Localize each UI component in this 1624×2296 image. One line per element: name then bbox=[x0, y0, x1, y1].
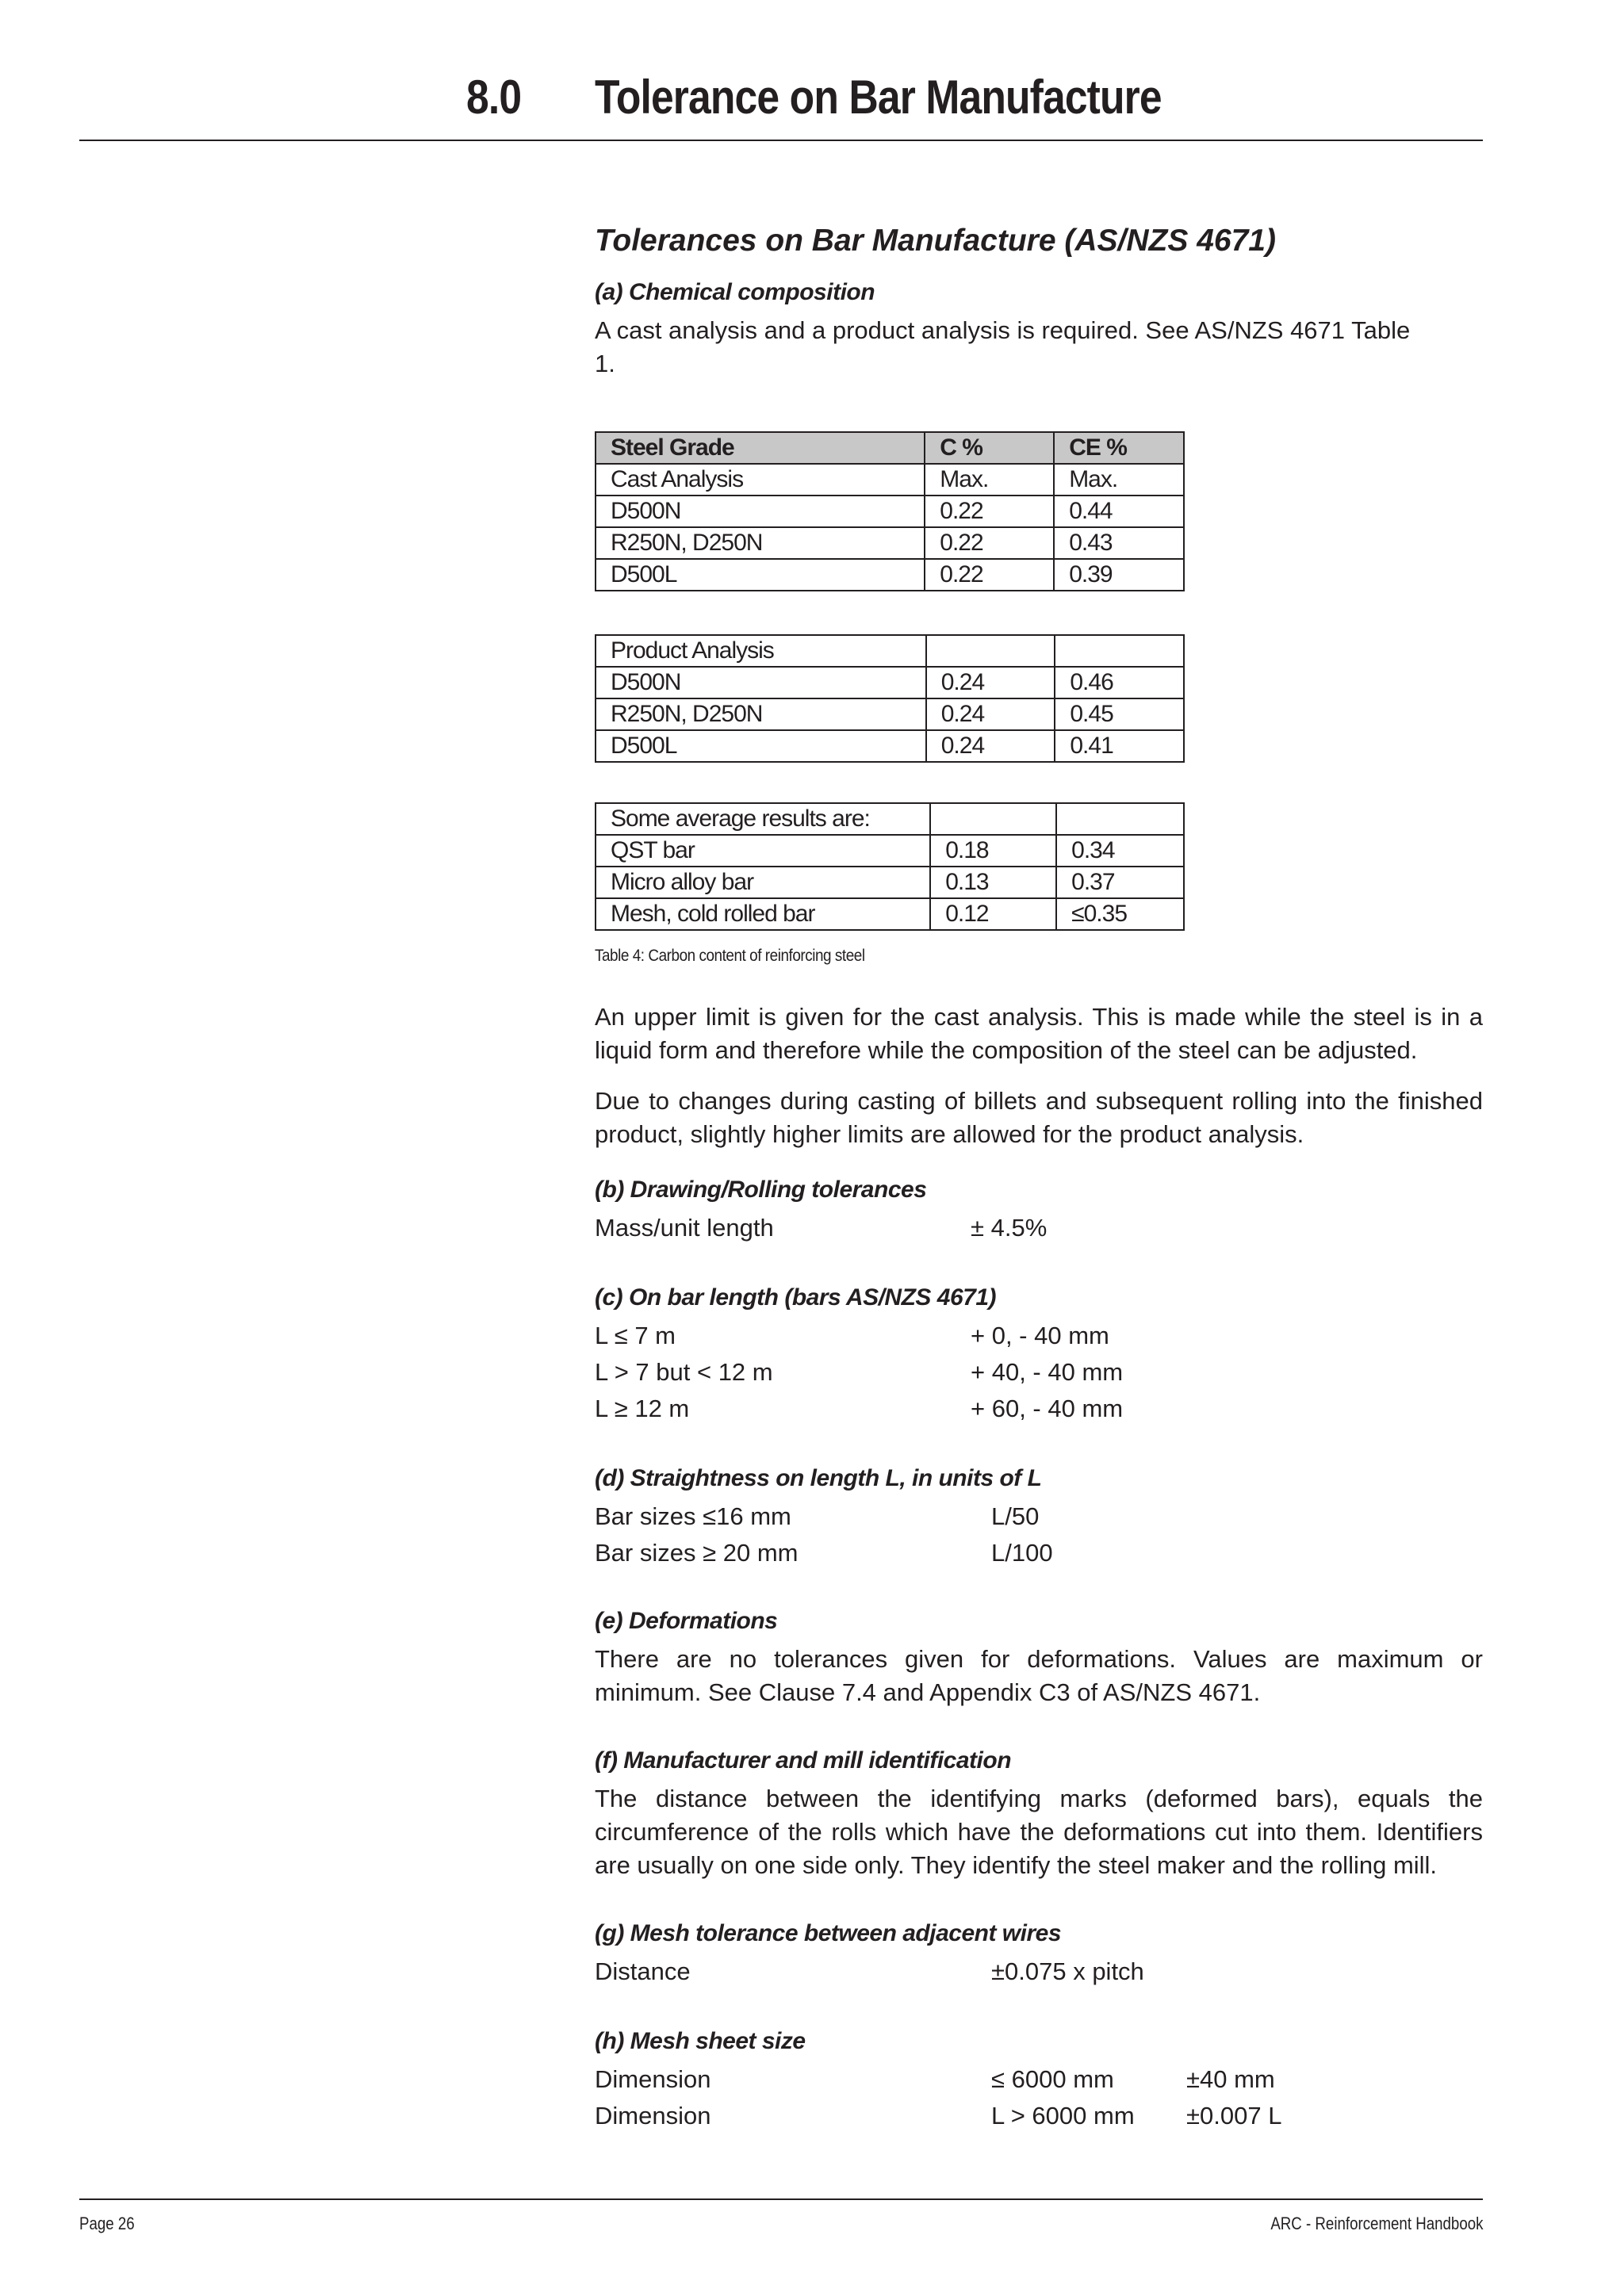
tolerance-label: Bar sizes ≤16 mm bbox=[595, 1502, 791, 1530]
table-cell: 0.22 bbox=[925, 496, 1054, 527]
product-analysis-table-wrap bbox=[595, 634, 1185, 763]
table-row bbox=[596, 898, 1184, 930]
table-cell: Mesh, cold rolled bar bbox=[596, 898, 930, 930]
section-c-heading: (c) On bar length (bars AS/NZS 4671) bbox=[595, 1284, 996, 1311]
table-cell: Max. bbox=[1054, 464, 1184, 496]
page-number: Page 26 bbox=[79, 2214, 135, 2233]
table-row bbox=[596, 698, 1184, 730]
table-header-cell: CE % bbox=[1054, 432, 1184, 464]
page-header bbox=[79, 70, 1481, 125]
table-cell bbox=[930, 803, 1056, 835]
table-cell: 0.12 bbox=[930, 898, 1056, 930]
section-b-heading: (b) Drawing/Rolling tolerances bbox=[595, 1177, 927, 1203]
cast-analysis-table bbox=[595, 431, 1185, 591]
tolerance-label: L ≥ 12 m bbox=[595, 1395, 690, 1422]
table-cell: Some average results are: bbox=[596, 803, 930, 835]
table-cell bbox=[926, 635, 1055, 667]
table-cell: 0.24 bbox=[926, 667, 1055, 698]
table-header-row bbox=[596, 432, 1184, 464]
table-cell: D500N bbox=[596, 667, 926, 698]
tolerance-label: L > 7 but < 12 m bbox=[595, 1358, 773, 1386]
table-cell: 0.22 bbox=[925, 527, 1054, 559]
table-row bbox=[596, 835, 1184, 867]
tolerance-value: + 40, - 40 mm bbox=[971, 1358, 1124, 1386]
paragraph-cast-limit: An upper limit is given for the cast analysis. This is made while the steel is in a liquid form and therefore while the composition of the steel can be adjusted. bbox=[595, 1003, 1483, 1064]
table-row bbox=[596, 867, 1184, 898]
tolerance-label: Mass/unit length bbox=[595, 1214, 774, 1242]
table-cell: Micro alloy bar bbox=[596, 867, 930, 898]
tolerance-value: L/100 bbox=[991, 1539, 1053, 1567]
main-heading: Tolerances on Bar Manufacture (AS/NZS 4671) bbox=[595, 224, 1276, 258]
average-results-table-wrap bbox=[595, 802, 1185, 931]
tolerance-value: ±0.075 x pitch bbox=[991, 1957, 1144, 1985]
table-row bbox=[596, 667, 1184, 698]
tolerance-label: Dimension bbox=[595, 2102, 711, 2130]
table-cell: R250N, D250N bbox=[596, 698, 926, 730]
table-cell: Max. bbox=[925, 464, 1054, 496]
tolerance-value: + 60, - 40 mm bbox=[971, 1395, 1124, 1422]
section-g-heading: (g) Mesh tolerance between adjacent wires bbox=[595, 1920, 1062, 1946]
table-cell bbox=[1056, 803, 1184, 835]
table-cell: 0.24 bbox=[926, 698, 1055, 730]
publication-title: ARC - Reinforcement Handbook bbox=[1270, 2214, 1483, 2233]
table-cell: 0.45 bbox=[1055, 698, 1184, 730]
table-row bbox=[596, 803, 1184, 835]
table-cell: QST bar bbox=[596, 835, 930, 867]
paragraph-product-limit: Due to changes during casting of billets and subsequent rolling into the finished product, slightly higher limits are allowed for the product analysis. bbox=[595, 1087, 1483, 1148]
table-row bbox=[596, 730, 1184, 762]
table-cell: Product Analysis bbox=[596, 635, 926, 667]
cast-analysis-table-wrap bbox=[595, 431, 1185, 591]
table-cell: 0.24 bbox=[926, 730, 1055, 762]
section-e-heading: (e) Deformations bbox=[595, 1608, 778, 1634]
table-cell: 0.22 bbox=[925, 559, 1054, 591]
table-caption: Table 4: Carbon content of reinforcing steel bbox=[595, 947, 865, 965]
tolerance-label: Distance bbox=[595, 1957, 691, 1985]
tolerance-value: ± 4.5% bbox=[971, 1214, 1048, 1242]
table-cell: R250N, D250N bbox=[596, 527, 925, 559]
tolerance-value: L/50 bbox=[991, 1502, 1040, 1530]
table-cell: D500N bbox=[596, 496, 925, 527]
table-header-cell: Steel Grade bbox=[596, 432, 925, 464]
table-cell: 0.18 bbox=[930, 835, 1056, 867]
table-row bbox=[596, 559, 1184, 591]
product-analysis-table bbox=[595, 634, 1185, 763]
section-e-text: There are no tolerances given for deformations. Values are maximum or minimum. See Clause 7.4 and Appendix C3 of AS/NZS 4671. bbox=[595, 1645, 1483, 1706]
tolerance-label: L ≤ 7 m bbox=[595, 1322, 676, 1349]
section-number: 8.0 bbox=[466, 71, 522, 124]
table-cell: 0.13 bbox=[930, 867, 1056, 898]
section-f-text: The distance between the identifying marks (deformed bars), equals the circumference of the rolls which have the deformations cut into them. Identifiers are usually on one side only. They identify the steel maker and the rolling mill. bbox=[595, 1785, 1483, 1879]
section-h-heading: (h) Mesh sheet size bbox=[595, 2028, 806, 2054]
table-cell: 0.46 bbox=[1055, 667, 1184, 698]
intro-block bbox=[595, 224, 1483, 381]
section-d-heading: (d) Straightness on length L, in units of L bbox=[595, 1465, 1042, 1491]
table-cell: 0.39 bbox=[1054, 559, 1184, 591]
table-cell: 0.41 bbox=[1055, 730, 1184, 762]
tolerance-value: ≤ 6000 mm bbox=[991, 2065, 1114, 2093]
table-cell: 0.43 bbox=[1054, 527, 1184, 559]
header-rule bbox=[79, 140, 1483, 141]
table-cell: 0.37 bbox=[1056, 867, 1184, 898]
footer-rule bbox=[79, 2198, 1483, 2200]
table-cell: ≤0.35 bbox=[1056, 898, 1184, 930]
table-cell bbox=[1055, 635, 1184, 667]
table-row bbox=[596, 635, 1184, 667]
table-row bbox=[596, 527, 1184, 559]
tolerance-value: ±0.007 L bbox=[1186, 2102, 1282, 2130]
section-f-heading: (f) Manufacturer and mill identification bbox=[595, 1747, 1012, 1774]
tolerance-value: ±40 mm bbox=[1186, 2065, 1275, 2093]
tolerance-label: Dimension bbox=[595, 2065, 711, 2093]
tolerance-value: + 0, - 40 mm bbox=[971, 1322, 1109, 1349]
tolerance-value: L > 6000 mm bbox=[991, 2102, 1135, 2130]
tolerance-label: Bar sizes ≥ 20 mm bbox=[595, 1539, 799, 1567]
table-header-cell: C % bbox=[925, 432, 1054, 464]
table-cell: D500L bbox=[596, 559, 925, 591]
section-a-heading: (a) Chemical composition bbox=[595, 279, 875, 305]
table-cell: 0.44 bbox=[1054, 496, 1184, 527]
table-row bbox=[596, 464, 1184, 496]
page-title: Tolerance on Bar Manufacture bbox=[595, 71, 1162, 124]
table-cell: Cast Analysis bbox=[596, 464, 925, 496]
table-cell: 0.34 bbox=[1056, 835, 1184, 867]
table-row bbox=[596, 496, 1184, 527]
section-a-text: A cast analysis and a product analysis is required. See AS/NZS 4671 Table 1. bbox=[595, 316, 1411, 377]
average-results-table bbox=[595, 802, 1185, 931]
table-cell: D500L bbox=[596, 730, 926, 762]
